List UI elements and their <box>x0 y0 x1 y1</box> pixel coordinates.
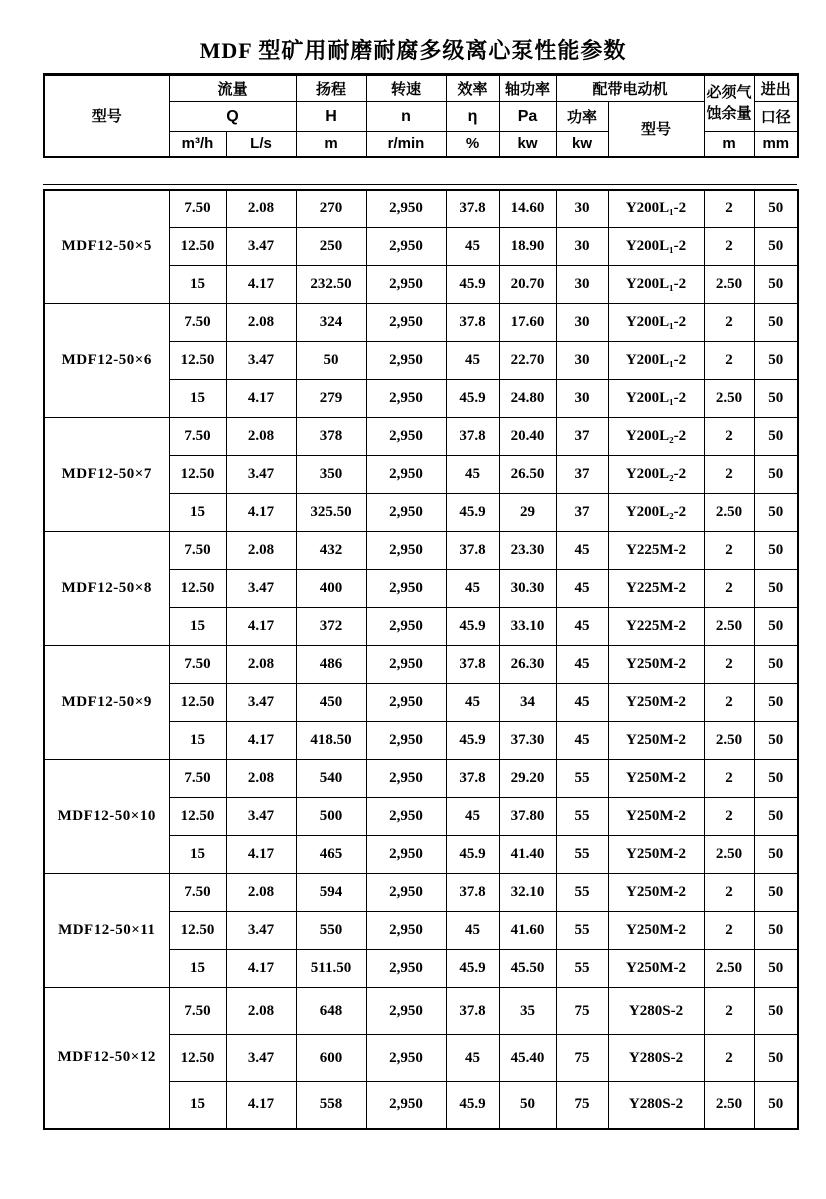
cell-head-m: 500 <box>296 798 366 836</box>
cell-npsh-m: 2 <box>704 456 754 494</box>
cell-npsh-m: 2 <box>704 1035 754 1082</box>
cell-efficiency-pct: 45 <box>446 342 499 380</box>
cell-efficiency-pct: 45.9 <box>446 1082 499 1129</box>
cell-motor-power-kw: 55 <box>556 950 608 988</box>
header-bore-unit: mm <box>754 132 798 157</box>
cell-npsh-m: 2 <box>704 342 754 380</box>
pump-model-cell: MDF12-50×9 <box>44 646 169 760</box>
header-efficiency: 效率 <box>446 75 499 102</box>
header-bore-line1: 进出 <box>754 75 798 102</box>
cell-head-m: 540 <box>296 760 366 798</box>
cell-efficiency-pct: 37.8 <box>446 190 499 228</box>
cell-motor-model: Y200L₂-2 <box>608 456 704 494</box>
cell-npsh-m: 2 <box>704 190 754 228</box>
cell-motor-model: Y200L₁-2 <box>608 304 704 342</box>
cell-bore-mm: 50 <box>754 456 798 494</box>
cell-flow-m3h: 15 <box>169 380 226 418</box>
header-head-unit: m <box>296 132 366 157</box>
cell-speed-rmin: 2,950 <box>366 684 446 722</box>
cell-motor-power-kw: 45 <box>556 684 608 722</box>
spec-table-body <box>43 189 799 1130</box>
header-speed-unit: r/min <box>366 132 446 157</box>
cell-efficiency-pct: 37.8 <box>446 532 499 570</box>
cell-head-m: 465 <box>296 836 366 874</box>
cell-bore-mm: 50 <box>754 798 798 836</box>
cell-npsh-m: 2.50 <box>704 950 754 988</box>
cell-head-m: 486 <box>296 646 366 684</box>
cell-head-m: 232.50 <box>296 266 366 304</box>
cell-head-m: 400 <box>296 570 366 608</box>
cell-flow-ls: 2.08 <box>226 646 296 684</box>
cell-bore-mm: 50 <box>754 1082 798 1129</box>
cell-shaft-power-kw: 50 <box>499 1082 556 1129</box>
cell-npsh-m: 2 <box>704 570 754 608</box>
cell-shaft-power-kw: 26.50 <box>499 456 556 494</box>
cell-bore-mm: 50 <box>754 836 798 874</box>
cell-shaft-power-kw: 37.80 <box>499 798 556 836</box>
header-head-symbol: H <box>296 102 366 132</box>
cell-motor-power-kw: 75 <box>556 1035 608 1082</box>
cell-flow-m3h: 12.50 <box>169 798 226 836</box>
header-motor-model: 型号 <box>608 102 704 157</box>
cell-head-m: 450 <box>296 684 366 722</box>
pump-spec-row <box>44 304 798 342</box>
cell-head-m: 270 <box>296 190 366 228</box>
cell-flow-m3h: 15 <box>169 722 226 760</box>
cell-bore-mm: 50 <box>754 494 798 532</box>
cell-flow-m3h: 15 <box>169 494 226 532</box>
cell-speed-rmin: 2,950 <box>366 950 446 988</box>
cell-flow-ls: 4.17 <box>226 380 296 418</box>
cell-flow-m3h: 15 <box>169 836 226 874</box>
cell-npsh-m: 2.50 <box>704 266 754 304</box>
header-npsh-line2: 蚀余量 <box>706 104 752 122</box>
cell-efficiency-pct: 37.8 <box>446 646 499 684</box>
cell-flow-ls: 3.47 <box>226 342 296 380</box>
cell-bore-mm: 50 <box>754 342 798 380</box>
cell-motor-model: Y200L₁-2 <box>608 380 704 418</box>
cell-head-m: 325.50 <box>296 494 366 532</box>
cell-npsh-m: 2 <box>704 684 754 722</box>
page-title: MDF 型矿用耐磨耐腐多级离心泵性能参数 <box>199 38 627 63</box>
pump-model-cell: MDF12-50×7 <box>44 418 169 532</box>
cell-npsh-m: 2.50 <box>704 722 754 760</box>
cell-npsh-m: 2 <box>704 912 754 950</box>
pump-spec-row <box>44 760 798 798</box>
cell-npsh-m: 2 <box>704 532 754 570</box>
header-motor: 配带电动机 <box>556 75 704 102</box>
cell-head-m: 378 <box>296 418 366 456</box>
cell-motor-model: Y200L₁-2 <box>608 190 704 228</box>
cell-npsh-m: 2.50 <box>704 1082 754 1129</box>
cell-motor-power-kw: 75 <box>556 988 608 1035</box>
cell-speed-rmin: 2,950 <box>366 266 446 304</box>
cell-bore-mm: 50 <box>754 608 798 646</box>
cell-flow-ls: 4.17 <box>226 494 296 532</box>
cell-efficiency-pct: 45.9 <box>446 266 499 304</box>
cell-motor-power-kw: 30 <box>556 190 608 228</box>
cell-motor-power-kw: 30 <box>556 342 608 380</box>
header-model: 型号 <box>44 75 169 157</box>
cell-motor-model: Y250M-2 <box>608 836 704 874</box>
cell-speed-rmin: 2,950 <box>366 304 446 342</box>
cell-motor-model: Y225M-2 <box>608 570 704 608</box>
pump-model-cell: MDF12-50×11 <box>44 874 169 988</box>
cell-npsh-m: 2.50 <box>704 494 754 532</box>
cell-npsh-m: 2 <box>704 304 754 342</box>
cell-motor-model: Y200L₂-2 <box>608 418 704 456</box>
cell-bore-mm: 50 <box>754 760 798 798</box>
cell-motor-model: Y200L₁-2 <box>608 342 704 380</box>
cell-motor-power-kw: 30 <box>556 304 608 342</box>
cell-shaft-power-kw: 17.60 <box>499 304 556 342</box>
cell-flow-m3h: 12.50 <box>169 342 226 380</box>
cell-motor-model: Y250M-2 <box>608 722 704 760</box>
cell-efficiency-pct: 37.8 <box>446 418 499 456</box>
cell-flow-ls: 2.08 <box>226 874 296 912</box>
cell-speed-rmin: 2,950 <box>366 798 446 836</box>
header-efficiency-unit: % <box>446 132 499 157</box>
cell-flow-m3h: 15 <box>169 1082 226 1129</box>
cell-head-m: 279 <box>296 380 366 418</box>
cell-efficiency-pct: 45.9 <box>446 608 499 646</box>
cell-motor-power-kw: 30 <box>556 380 608 418</box>
cell-shaft-power-kw: 20.40 <box>499 418 556 456</box>
cell-motor-model: Y250M-2 <box>608 798 704 836</box>
header-flow-unit-h: m³/h <box>169 132 226 157</box>
cell-bore-mm: 50 <box>754 418 798 456</box>
cell-head-m: 558 <box>296 1082 366 1129</box>
cell-head-m: 550 <box>296 912 366 950</box>
cell-shaft-power-kw: 35 <box>499 988 556 1035</box>
cell-bore-mm: 50 <box>754 228 798 266</box>
cell-bore-mm: 50 <box>754 988 798 1035</box>
cell-flow-ls: 4.17 <box>226 608 296 646</box>
cell-bore-mm: 50 <box>754 190 798 228</box>
pump-spec-row <box>44 988 798 1035</box>
cell-flow-m3h: 7.50 <box>169 418 226 456</box>
cell-motor-power-kw: 30 <box>556 266 608 304</box>
cell-npsh-m: 2 <box>704 646 754 684</box>
cell-head-m: 50 <box>296 342 366 380</box>
cell-flow-m3h: 12.50 <box>169 684 226 722</box>
header-shaft-power-unit: kw <box>499 132 556 157</box>
cell-motor-model: Y250M-2 <box>608 646 704 684</box>
cell-npsh-m: 2 <box>704 418 754 456</box>
cell-head-m: 372 <box>296 608 366 646</box>
cell-flow-m3h: 7.50 <box>169 760 226 798</box>
cell-npsh-m: 2 <box>704 760 754 798</box>
cell-flow-m3h: 7.50 <box>169 988 226 1035</box>
cell-efficiency-pct: 45.9 <box>446 950 499 988</box>
cell-motor-power-kw: 45 <box>556 608 608 646</box>
cell-efficiency-pct: 45 <box>446 912 499 950</box>
cell-speed-rmin: 2,950 <box>366 836 446 874</box>
cell-head-m: 324 <box>296 304 366 342</box>
cell-flow-ls: 2.08 <box>226 988 296 1035</box>
cell-efficiency-pct: 45 <box>446 684 499 722</box>
cell-bore-mm: 50 <box>754 722 798 760</box>
cell-shaft-power-kw: 24.80 <box>499 380 556 418</box>
cell-npsh-m: 2 <box>704 798 754 836</box>
cell-motor-model: Y280S-2 <box>608 1035 704 1082</box>
cell-shaft-power-kw: 34 <box>499 684 556 722</box>
cell-shaft-power-kw: 23.30 <box>499 532 556 570</box>
cell-flow-ls: 3.47 <box>226 798 296 836</box>
cell-flow-m3h: 7.50 <box>169 646 226 684</box>
cell-motor-model: Y250M-2 <box>608 912 704 950</box>
cell-speed-rmin: 2,950 <box>366 342 446 380</box>
cell-motor-power-kw: 37 <box>556 456 608 494</box>
cell-head-m: 648 <box>296 988 366 1035</box>
cell-flow-ls: 3.47 <box>226 912 296 950</box>
header-flow: 流量 <box>169 75 296 102</box>
cell-head-m: 432 <box>296 532 366 570</box>
cell-motor-model: Y280S-2 <box>608 1082 704 1129</box>
cell-bore-mm: 50 <box>754 380 798 418</box>
header-speed: 转速 <box>366 75 446 102</box>
cell-flow-m3h: 12.50 <box>169 570 226 608</box>
cell-efficiency-pct: 45.9 <box>446 380 499 418</box>
cell-shaft-power-kw: 29 <box>499 494 556 532</box>
cell-efficiency-pct: 45 <box>446 1035 499 1082</box>
cell-head-m: 418.50 <box>296 722 366 760</box>
cell-efficiency-pct: 45 <box>446 798 499 836</box>
cell-motor-model: Y200L₂-2 <box>608 494 704 532</box>
cell-motor-power-kw: 45 <box>556 570 608 608</box>
header-npsh <box>704 75 754 132</box>
pump-model-cell: MDF12-50×5 <box>44 190 169 304</box>
cell-flow-ls: 3.47 <box>226 228 296 266</box>
cell-shaft-power-kw: 30.30 <box>499 570 556 608</box>
cell-head-m: 511.50 <box>296 950 366 988</box>
cell-shaft-power-kw: 22.70 <box>499 342 556 380</box>
cell-flow-m3h: 7.50 <box>169 190 226 228</box>
cell-efficiency-pct: 45 <box>446 228 499 266</box>
cell-flow-ls: 2.08 <box>226 190 296 228</box>
cell-motor-model: Y250M-2 <box>608 684 704 722</box>
header-npsh-line1: 必须气 <box>706 84 752 102</box>
cell-motor-model: Y250M-2 <box>608 874 704 912</box>
cell-shaft-power-kw: 29.20 <box>499 760 556 798</box>
pump-spec-row <box>44 190 798 228</box>
cell-speed-rmin: 2,950 <box>366 380 446 418</box>
header-shaft-power-symbol: Pa <box>499 102 556 132</box>
cell-motor-model: Y200L₁-2 <box>608 228 704 266</box>
cell-motor-model: Y250M-2 <box>608 760 704 798</box>
cell-flow-ls: 3.47 <box>226 1035 296 1082</box>
cell-efficiency-pct: 45.9 <box>446 836 499 874</box>
cell-bore-mm: 50 <box>754 684 798 722</box>
pump-model-cell: MDF12-50×12 <box>44 988 169 1129</box>
header-motor-power: 功率 <box>556 102 608 132</box>
cell-shaft-power-kw: 37.30 <box>499 722 556 760</box>
cell-motor-model: Y225M-2 <box>608 532 704 570</box>
cell-flow-ls: 4.17 <box>226 836 296 874</box>
cell-npsh-m: 2 <box>704 988 754 1035</box>
cell-speed-rmin: 2,950 <box>366 608 446 646</box>
cell-speed-rmin: 2,950 <box>366 646 446 684</box>
cell-flow-m3h: 12.50 <box>169 228 226 266</box>
cell-shaft-power-kw: 33.10 <box>499 608 556 646</box>
header-bore-line2: 口径 <box>754 102 798 132</box>
cell-shaft-power-kw: 41.60 <box>499 912 556 950</box>
cell-flow-ls: 4.17 <box>226 1082 296 1129</box>
cell-speed-rmin: 2,950 <box>366 532 446 570</box>
cell-speed-rmin: 2,950 <box>366 1082 446 1129</box>
cell-npsh-m: 2 <box>704 874 754 912</box>
cell-efficiency-pct: 45.9 <box>446 494 499 532</box>
cell-shaft-power-kw: 20.70 <box>499 266 556 304</box>
cell-shaft-power-kw: 32.10 <box>499 874 556 912</box>
cell-flow-m3h: 7.50 <box>169 304 226 342</box>
header-flow-unit-s: L/s <box>226 132 296 157</box>
cell-efficiency-pct: 45 <box>446 570 499 608</box>
cell-motor-power-kw: 45 <box>556 532 608 570</box>
pump-model-cell: MDF12-50×8 <box>44 532 169 646</box>
pump-spec-row <box>44 646 798 684</box>
pump-spec-row <box>44 418 798 456</box>
cell-npsh-m: 2.50 <box>704 380 754 418</box>
cell-flow-m3h: 15 <box>169 608 226 646</box>
cell-npsh-m: 2 <box>704 228 754 266</box>
cell-flow-m3h: 7.50 <box>169 874 226 912</box>
cell-shaft-power-kw: 45.50 <box>499 950 556 988</box>
cell-flow-ls: 2.08 <box>226 304 296 342</box>
cell-speed-rmin: 2,950 <box>366 988 446 1035</box>
cell-motor-power-kw: 75 <box>556 1082 608 1129</box>
cell-speed-rmin: 2,950 <box>366 760 446 798</box>
cell-head-m: 350 <box>296 456 366 494</box>
cell-efficiency-pct: 37.8 <box>446 874 499 912</box>
cell-head-m: 594 <box>296 874 366 912</box>
cell-bore-mm: 50 <box>754 570 798 608</box>
cell-head-m: 250 <box>296 228 366 266</box>
cell-npsh-m: 2.50 <box>704 836 754 874</box>
header-npsh-unit: m <box>704 132 754 157</box>
cell-shaft-power-kw: 18.90 <box>499 228 556 266</box>
cell-motor-power-kw: 55 <box>556 798 608 836</box>
cell-bore-mm: 50 <box>754 266 798 304</box>
cell-speed-rmin: 2,950 <box>366 722 446 760</box>
cell-motor-power-kw: 55 <box>556 760 608 798</box>
cell-motor-model: Y280S-2 <box>608 988 704 1035</box>
cell-bore-mm: 50 <box>754 912 798 950</box>
cell-shaft-power-kw: 45.40 <box>499 1035 556 1082</box>
cell-motor-model: Y200L₁-2 <box>608 266 704 304</box>
cell-flow-m3h: 15 <box>169 950 226 988</box>
cell-motor-model: Y250M-2 <box>608 950 704 988</box>
cell-motor-model: Y225M-2 <box>608 608 704 646</box>
cell-speed-rmin: 2,950 <box>366 228 446 266</box>
spec-table-body-wrap <box>43 184 797 1130</box>
header-speed-symbol: n <box>366 102 446 132</box>
cell-shaft-power-kw: 26.30 <box>499 646 556 684</box>
pump-model-cell: MDF12-50×10 <box>44 760 169 874</box>
cell-efficiency-pct: 37.8 <box>446 304 499 342</box>
cell-head-m: 600 <box>296 1035 366 1082</box>
pump-spec-row <box>44 532 798 570</box>
cell-speed-rmin: 2,950 <box>366 570 446 608</box>
cell-bore-mm: 50 <box>754 532 798 570</box>
header-head: 扬程 <box>296 75 366 102</box>
cell-flow-m3h: 12.50 <box>169 456 226 494</box>
spec-table-header <box>43 73 799 158</box>
cell-flow-m3h: 12.50 <box>169 912 226 950</box>
pump-spec-row <box>44 874 798 912</box>
cell-motor-power-kw: 37 <box>556 494 608 532</box>
cell-bore-mm: 50 <box>754 874 798 912</box>
cell-motor-power-kw: 55 <box>556 836 608 874</box>
cell-motor-power-kw: 55 <box>556 912 608 950</box>
cell-flow-ls: 4.17 <box>226 950 296 988</box>
cell-speed-rmin: 2,950 <box>366 874 446 912</box>
cell-npsh-m: 2.50 <box>704 608 754 646</box>
cell-flow-ls: 4.17 <box>226 722 296 760</box>
cell-bore-mm: 50 <box>754 304 798 342</box>
cell-flow-ls: 3.47 <box>226 570 296 608</box>
cell-shaft-power-kw: 14.60 <box>499 190 556 228</box>
cell-efficiency-pct: 37.8 <box>446 988 499 1035</box>
cell-flow-ls: 2.08 <box>226 418 296 456</box>
cell-efficiency-pct: 45 <box>446 456 499 494</box>
header-flow-symbol: Q <box>169 102 296 132</box>
cell-flow-m3h: 15 <box>169 266 226 304</box>
cell-motor-power-kw: 55 <box>556 874 608 912</box>
cell-flow-ls: 2.08 <box>226 532 296 570</box>
cell-efficiency-pct: 37.8 <box>446 760 499 798</box>
cell-flow-ls: 2.08 <box>226 760 296 798</box>
cell-flow-ls: 3.47 <box>226 684 296 722</box>
cell-bore-mm: 50 <box>754 950 798 988</box>
cell-speed-rmin: 2,950 <box>366 912 446 950</box>
cell-flow-m3h: 7.50 <box>169 532 226 570</box>
cell-flow-ls: 3.47 <box>226 456 296 494</box>
cell-efficiency-pct: 45.9 <box>446 722 499 760</box>
cell-flow-m3h: 12.50 <box>169 1035 226 1082</box>
cell-flow-ls: 4.17 <box>226 266 296 304</box>
cell-motor-power-kw: 30 <box>556 228 608 266</box>
cell-motor-power-kw: 45 <box>556 722 608 760</box>
cell-motor-power-kw: 37 <box>556 418 608 456</box>
header-efficiency-symbol: η <box>446 102 499 132</box>
header-shaft-power: 轴功率 <box>499 75 556 102</box>
cell-shaft-power-kw: 41.40 <box>499 836 556 874</box>
cell-speed-rmin: 2,950 <box>366 494 446 532</box>
cell-motor-power-kw: 45 <box>556 646 608 684</box>
cell-speed-rmin: 2,950 <box>366 190 446 228</box>
document-page <box>0 34 826 1199</box>
header-motor-power-unit: kw <box>556 132 608 157</box>
pump-model-cell: MDF12-50×6 <box>44 304 169 418</box>
cell-bore-mm: 50 <box>754 646 798 684</box>
cell-speed-rmin: 2,950 <box>366 456 446 494</box>
cell-speed-rmin: 2,950 <box>366 1035 446 1082</box>
cell-bore-mm: 50 <box>754 1035 798 1082</box>
cell-speed-rmin: 2,950 <box>366 418 446 456</box>
